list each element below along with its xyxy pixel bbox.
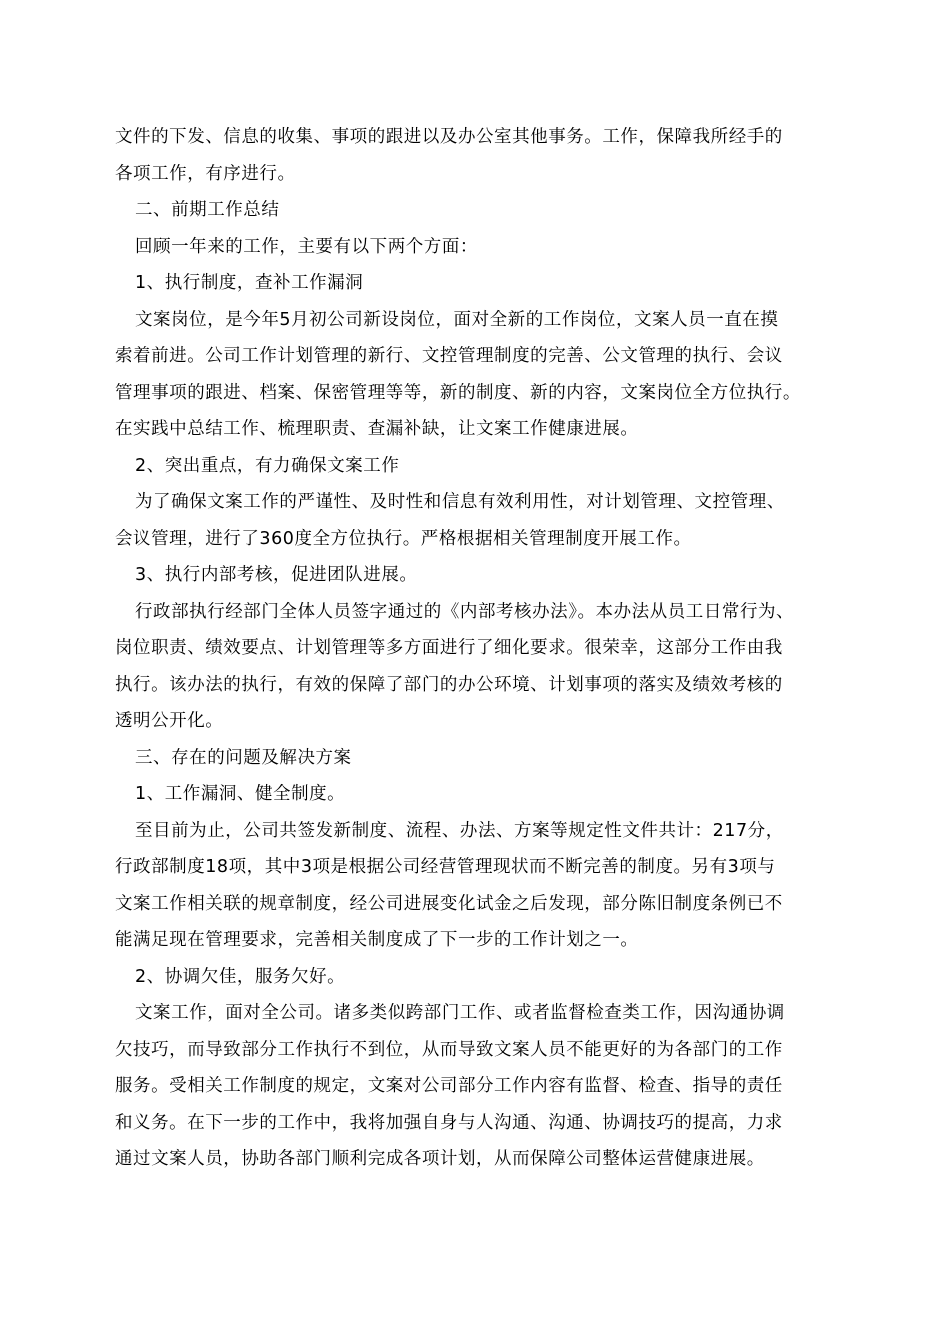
text-line: 和义务。在下一步的工作中，我将加强自身与人沟通、沟通、协调技巧的提高，力求 — [115, 1112, 783, 1133]
document-page — [115, 119, 845, 1178]
text-line: 会议管理，进行了360度全方位执行。严格根据相关管理制度开展工作。 — [115, 528, 692, 549]
text-line: 文件的下发、信息的收集、事项的跟进以及办公室其他事务。工作，保障我所经手的 — [115, 127, 783, 147]
text-line: 岗位职责、绩效要点、计划管理等多方面进行了细化要求。很荣幸，这部分工作由我 — [115, 638, 783, 658]
text-line: 能满足现在管理要求，完善相关制度成了下一步的工作计划之一。 — [115, 930, 639, 950]
section-heading: 三、存在的问题及解决方案 — [135, 747, 352, 768]
text-line: 文案工作，面对全公司。诸多类似跨部门工作、或者监督检查类工作，因沟通协调 — [135, 1003, 785, 1023]
text-line: 回顾一年来的工作，主要有以下两个方面： — [135, 236, 478, 257]
text-line: 文案工作相关联的规章制度，经公司进展变化试金之后发现，部分陈旧制度条例已不 — [115, 893, 783, 914]
text-line: 为了确保文案工作的严谨性、及时性和信息有效利用性，对计划管理、文控管理、 — [135, 492, 785, 512]
text-line: 欠技巧，而导致部分工作执行不到位，从而导致文案人员不能更好的为各部门的工作 — [115, 1039, 783, 1060]
text-line: 文案岗位，是今年5月初公司新设岗位，面对全新的工作岗位，文案人员一直在摸 — [135, 309, 779, 330]
subsection-heading: 1、执行制度，查补工作漏洞 — [135, 273, 364, 293]
text-line: 至目前为止，公司共签发新制度、流程、办法、方案等规定性文件共计：217分， — [135, 820, 784, 841]
subsection-heading: 2、突出重点，有力确保文案工作 — [135, 455, 400, 476]
text-line: 索着前进。公司工作计划管理的新行、文控管理制度的完善、公文管理的执行、会议 — [115, 346, 783, 366]
text-line: 行政部制度18项，其中3项是根据公司经营管理现状而不断完善的制度。另有3项与 — [115, 857, 776, 877]
text-line: 行政部执行经部门全体人员签字通过的《内部考核办法》。本办法从员工日常行为、 — [135, 601, 795, 622]
text-line: 透明公开化。 — [115, 711, 224, 731]
section-heading: 二、前期工作总结 — [135, 200, 280, 220]
text-line: 管理事项的跟进、档案、保密管理等等，新的制度、新的内容，文案岗位全方位执行。 — [115, 382, 801, 403]
text-line: 通过文案人员，协助各部门顺利完成各项计划，从而保障公司整体运营健康进展。 — [115, 1149, 765, 1169]
text-line: 在实践中总结工作、梳理职责、查漏补缺，让文案工作健康进展。 — [115, 419, 639, 439]
subsection-heading: 2、协调欠佳，服务欠好。 — [135, 966, 346, 987]
text-line: 服务。受相关工作制度的规定，文案对公司部分工作内容有监督、检查、指导的责任 — [115, 1076, 783, 1096]
subsection-heading: 1、工作漏洞、健全制度。 — [135, 784, 346, 804]
subsection-heading: 3、执行内部考核，促进团队进展。 — [135, 565, 418, 585]
text-line: 执行。该办法的执行，有效的保障了部门的办公环境、计划事项的落实及绩效考核的 — [115, 674, 783, 695]
text-line: 各项工作，有序进行。 — [115, 163, 296, 184]
